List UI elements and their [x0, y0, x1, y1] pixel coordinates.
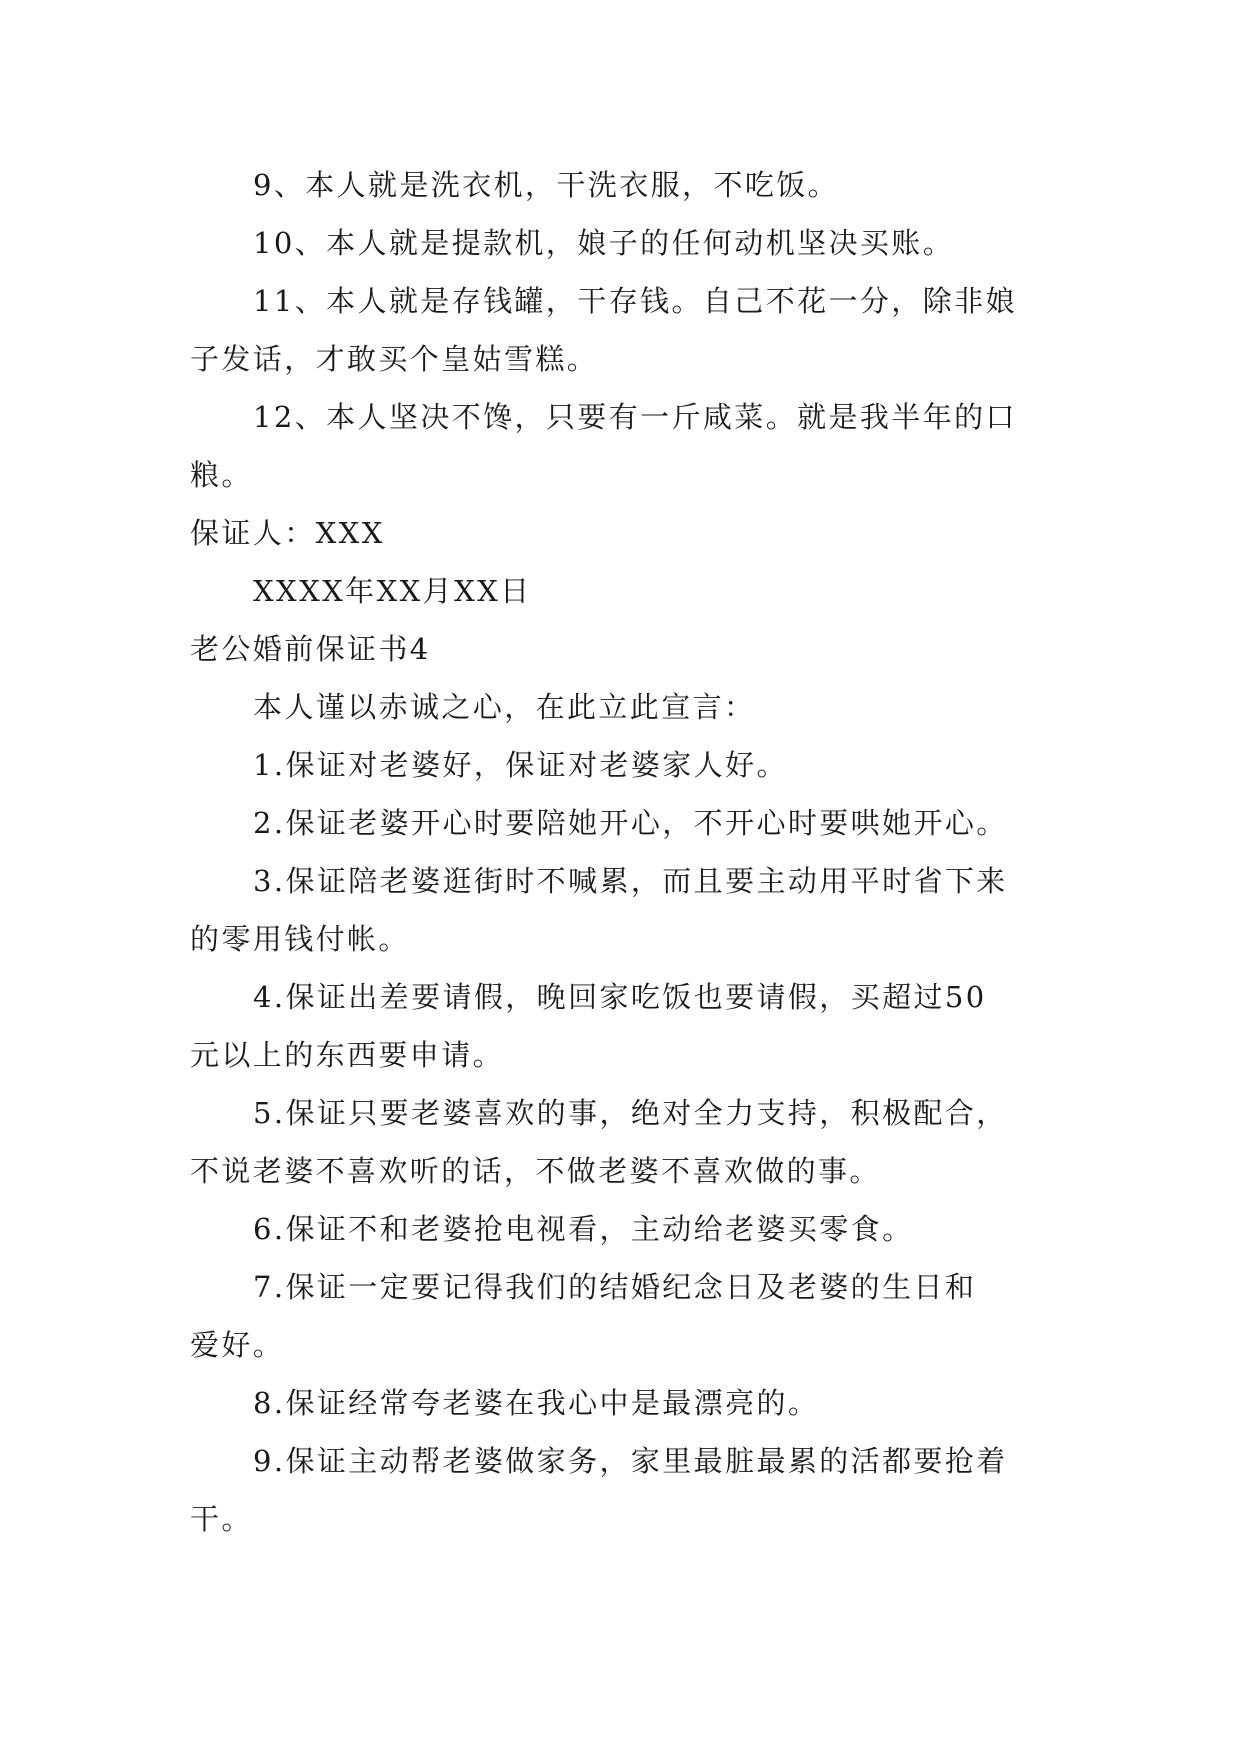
paragraph-line: 9、本人就是洗衣机，干洗衣服，不吃饭。 [253, 168, 840, 202]
paragraph-line: 子发话，才敢买个皇姑雪糕。 [190, 342, 599, 376]
section-title: 老公婚前保证书4 [190, 632, 431, 666]
paragraph-line: 6.保证不和老婆抢电视看，主动给老婆买零食。 [253, 1212, 914, 1246]
paragraph-line: 7.保证一定要记得我们的结婚纪念日及老婆的生日和 [253, 1270, 977, 1304]
guarantor-line: 保证人：XXX [190, 516, 385, 550]
paragraph-line: 的零用钱付帐。 [190, 922, 410, 956]
paragraph-line: 元以上的东西要申请。 [190, 1038, 505, 1072]
paragraph-line: 干。 [190, 1502, 253, 1536]
paragraph-line: 10、本人就是提款机，娘子的任何动机坚决买账。 [253, 226, 955, 260]
paragraph-line: 12、本人坚决不馋，只要有一斤咸菜。就是我半年的口 [253, 400, 1017, 434]
paragraph-line: 粮。 [190, 458, 253, 492]
paragraph-line: 9.保证主动帮老婆做家务，家里最脏最累的活都要抢着 [253, 1444, 1008, 1478]
paragraph-line: 11、本人就是存钱罐，干存钱。自己不花一分，除非娘 [253, 284, 1017, 318]
paragraph-line: 5.保证只要老婆喜欢的事，绝对全力支持，积极配合， [253, 1096, 1008, 1130]
paragraph-line: 不说老婆不喜欢听的话，不做老婆不喜欢做的事。 [190, 1154, 881, 1188]
paragraph-line: 4.保证出差要请假，晚回家吃饭也要请假，买超过50 [253, 980, 987, 1014]
paragraph-line: 2.保证老婆开心时要陪她开心，不开心时要哄她开心。 [253, 806, 1008, 840]
paragraph-line: 1.保证对老婆好，保证对老婆家人好。 [253, 748, 788, 782]
paragraph-line: 本人谨以赤诚之心，在此立此宣言： [253, 690, 756, 724]
paragraph-line: 8.保证经常夸老婆在我心中是最漂亮的。 [253, 1386, 820, 1420]
date-line: XXXX年XX月XX日 [253, 574, 532, 608]
paragraph-line: 3.保证陪老婆逛街时不喊累，而且要主动用平时省下来 [253, 864, 1008, 898]
paragraph-line: 爱好。 [190, 1328, 285, 1362]
